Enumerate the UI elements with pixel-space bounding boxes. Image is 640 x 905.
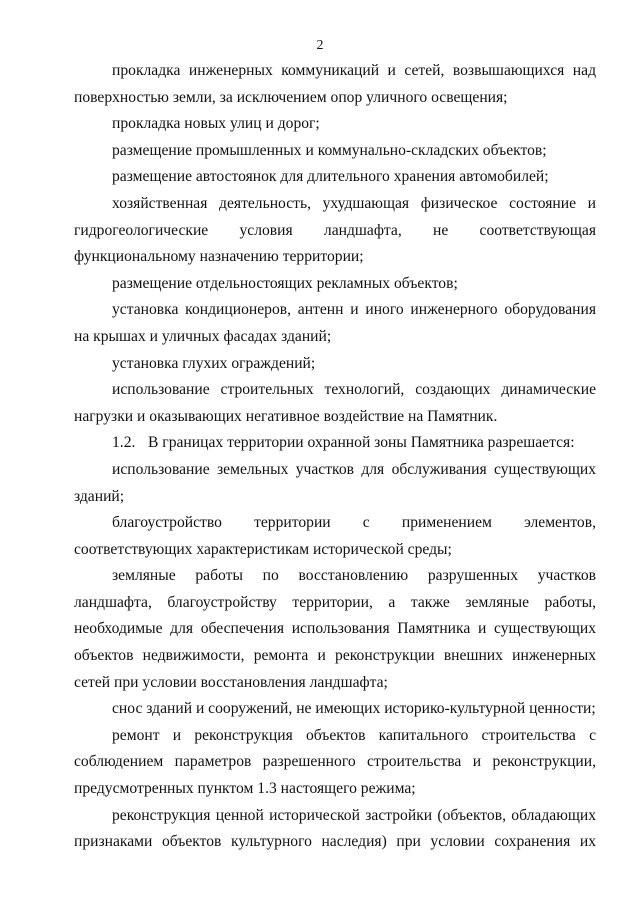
document-body — [74, 58, 596, 856]
list-item: прокладка инженерных коммуникаций и сетей, возвышающихся над поверхностью земли, за исключением опор уличного освещения; — [74, 62, 596, 106]
list-item: земляные работы по восстановлению разрушенных участков ландшафта, благоустройству территории, а также земляные работы, необходимые для обеспечения использования Памятника и существующих объектов недвижимости, ремонта и реконструкции внешних инженерных сетей при условии восстановления ландшафта; — [74, 567, 596, 691]
list-item: размещение промышленных и коммунально-складских объектов; — [112, 141, 547, 159]
section-number: 1.2. — [112, 434, 136, 452]
list-item: установка кондиционеров, антенн и иного инженерного оборудования на крышах и уличных фасадах зданий; — [74, 301, 596, 345]
list-item: прокладка новых улиц и дорог; — [112, 115, 320, 133]
list-item: ремонт и реконструкция объектов капитального строительства с соблюдением параметров разрешенного строительства и реконструкции, предусмотренных пунктом 1.3 настоящего режима; — [74, 726, 596, 798]
list-item: использование земельных участков для обслуживания существующих зданий; — [74, 460, 596, 505]
list-item: реконструкция ценной исторической застройки (объектов, обладающих признаками объектов культурного наследия) при условии сохранения их — [74, 806, 596, 851]
list-item: хозяйственная деятельность, ухудшающая физическое состояние и гидрогеологические условия ландшафта, не соответствующая функциональному назначению территории; — [74, 194, 596, 266]
page-number: 2 — [316, 38, 324, 53]
section-heading-text: В границах территории охранной зоны Памятника разрешается: — [148, 434, 575, 452]
list-item: установка глухих ограждений; — [112, 354, 316, 372]
list-item: размещение автостоянок для длительного хранения автомобилей; — [112, 168, 549, 186]
list-item: размещение отдельностоящих рекламных объектов; — [112, 274, 458, 292]
list-item: снос зданий и сооружений, не имеющих историко-культурной ценности; — [112, 700, 596, 718]
section-heading — [74, 430, 596, 457]
list-item: использование строительных технологий, создающих динамические нагрузки и оказывающих негативное воздействие на Памятник. — [74, 381, 596, 425]
list-item: благоустройство территории с применением элементов, соответствующих характеристикам исторической среды; — [74, 514, 596, 558]
